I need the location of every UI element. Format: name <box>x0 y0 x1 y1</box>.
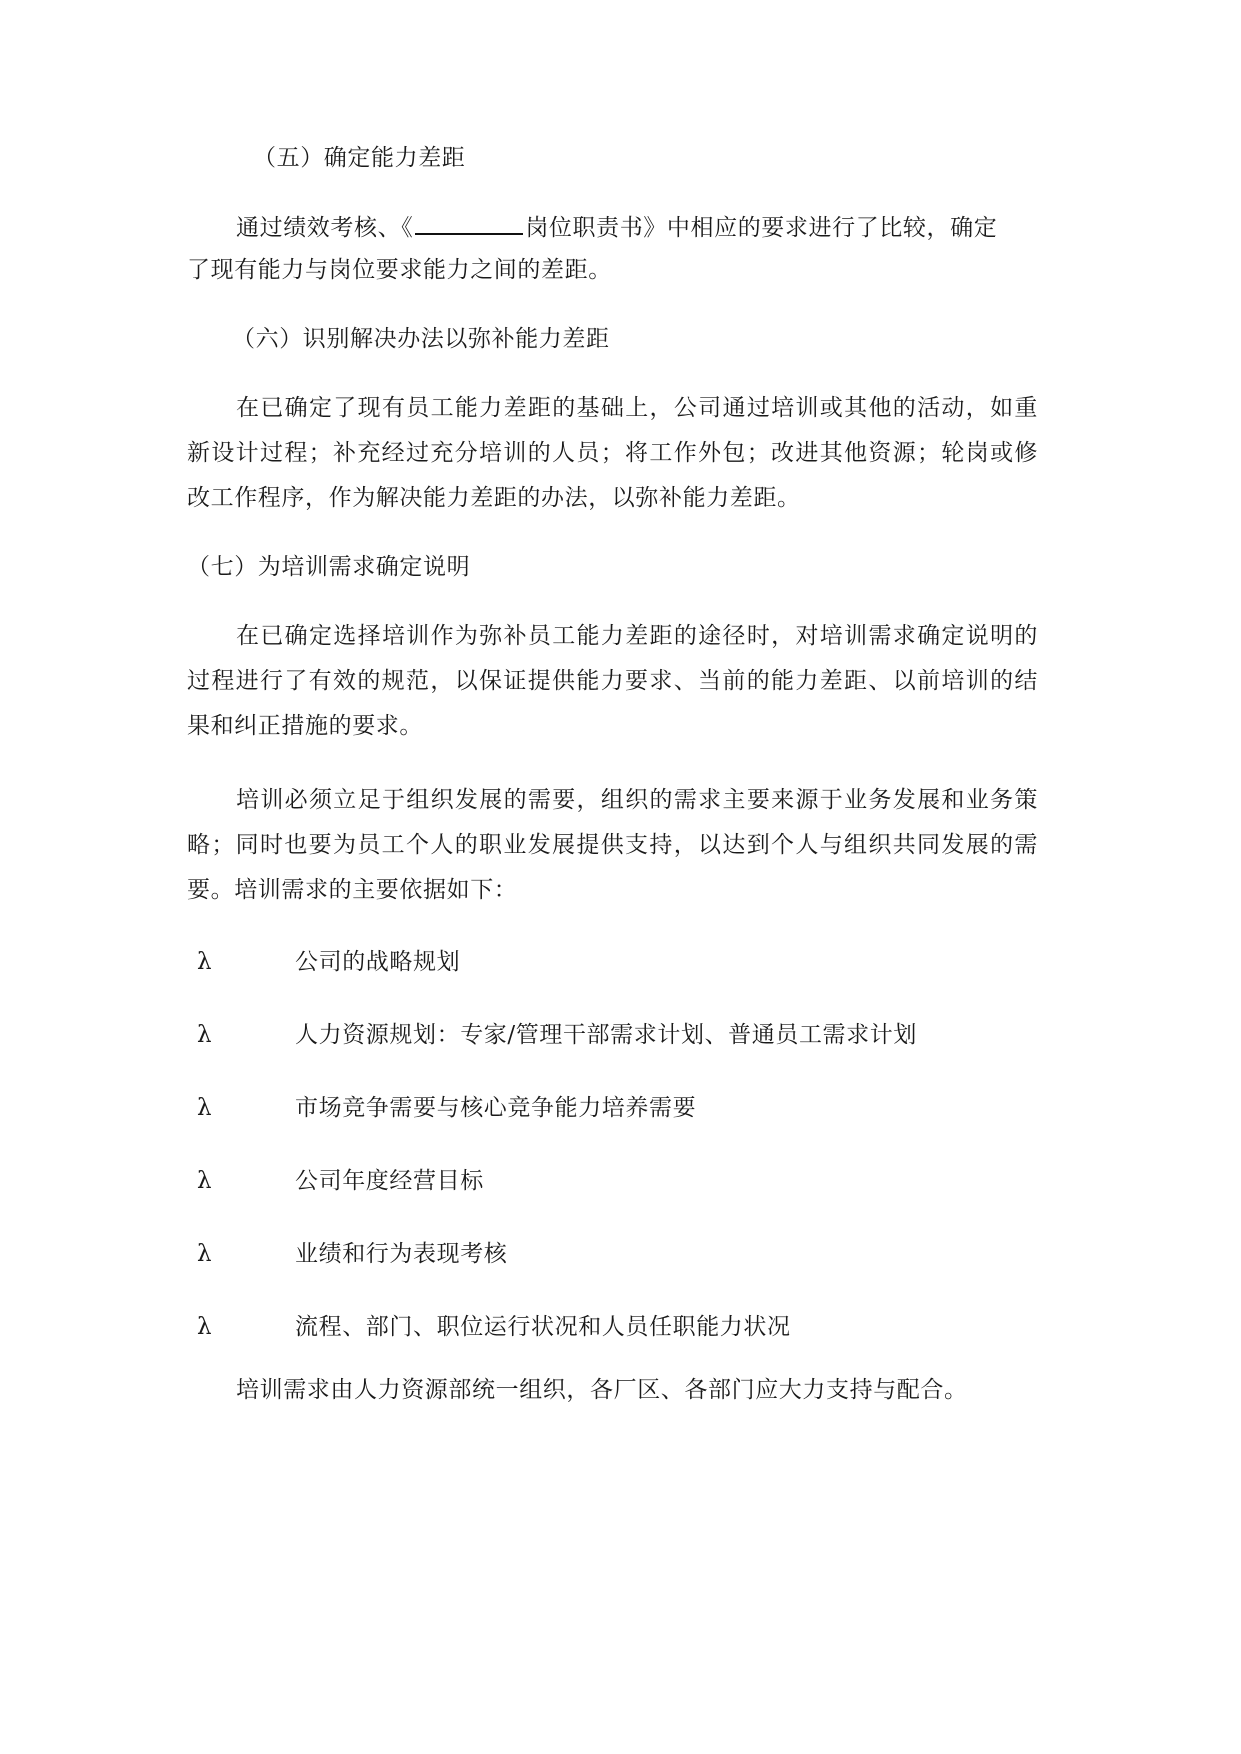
paragraph-line: 在已确定选择培训作为弥补员工能力差距的途径时，对培训需求确定说明的 <box>236 623 1038 649</box>
paragraph-text: 通过绩效考核、《 <box>236 215 414 241</box>
bullet-symbol: λ <box>197 1095 212 1121</box>
paragraph-line: 过程进行了有效的规范，以保证提供能力要求、当前的能力差距、以前培训的结 <box>187 668 1038 694</box>
paragraph-line: 培训必须立足于组织发展的需要，组织的需求主要来源于业务发展和业务策 <box>236 787 1038 813</box>
fill-in-blank <box>415 211 523 235</box>
paragraph-line: 略；同时也要为员工个人的职业发展提供支持，以达到个人与组织共同发展的需 <box>187 832 1038 858</box>
paragraph-text: 岗位职责书》中相应的要求进行了比较，确定 <box>525 215 998 241</box>
paragraph-line <box>236 211 997 243</box>
list-item: 流程、部门、职位运行状况和人员任职能力状况 <box>295 1314 791 1340</box>
paragraph-line: 改工作程序，作为解决能力差距的办法，以弥补能力差距。 <box>187 485 801 511</box>
section-heading-5: （五）确定能力差距 <box>253 145 466 171</box>
closing-paragraph: 培训需求由人力资源部统一组织，各厂区、各部门应大力支持与配合。 <box>236 1377 968 1403</box>
bullet-symbol: λ <box>197 1241 212 1267</box>
paragraph-line: 要。培训需求的主要依据如下： <box>187 877 518 903</box>
list-item: 业绩和行为表现考核 <box>295 1241 508 1267</box>
list-item: 公司年度经营目标 <box>295 1168 484 1194</box>
section-heading-7: （七）为培训需求确定说明 <box>187 554 471 580</box>
paragraph-line: 在已确定了现有员工能力差距的基础上，公司通过培训或其他的活动，如重 <box>236 395 1038 421</box>
section-heading-6: （六）识别解决办法以弥补能力差距 <box>232 326 610 352</box>
bullet-symbol: λ <box>197 949 212 975</box>
bullet-symbol: λ <box>197 1022 212 1048</box>
bullet-symbol: λ <box>197 1314 212 1340</box>
list-item: 市场竞争需要与核心竞争能力培养需要 <box>295 1095 697 1121</box>
paragraph-line: 果和纠正措施的要求。 <box>187 713 423 739</box>
bullet-symbol: λ <box>197 1168 212 1194</box>
list-item: 人力资源规划：专家/管理干部需求计划、普通员工需求计划 <box>295 1022 917 1048</box>
paragraph-line: 新设计过程；补充经过充分培训的人员；将工作外包；改进其他资源；轮岗或修 <box>187 440 1038 466</box>
list-item: 公司的战略规划 <box>295 949 461 975</box>
paragraph-line: 了现有能力与岗位要求能力之间的差距。 <box>187 257 612 283</box>
